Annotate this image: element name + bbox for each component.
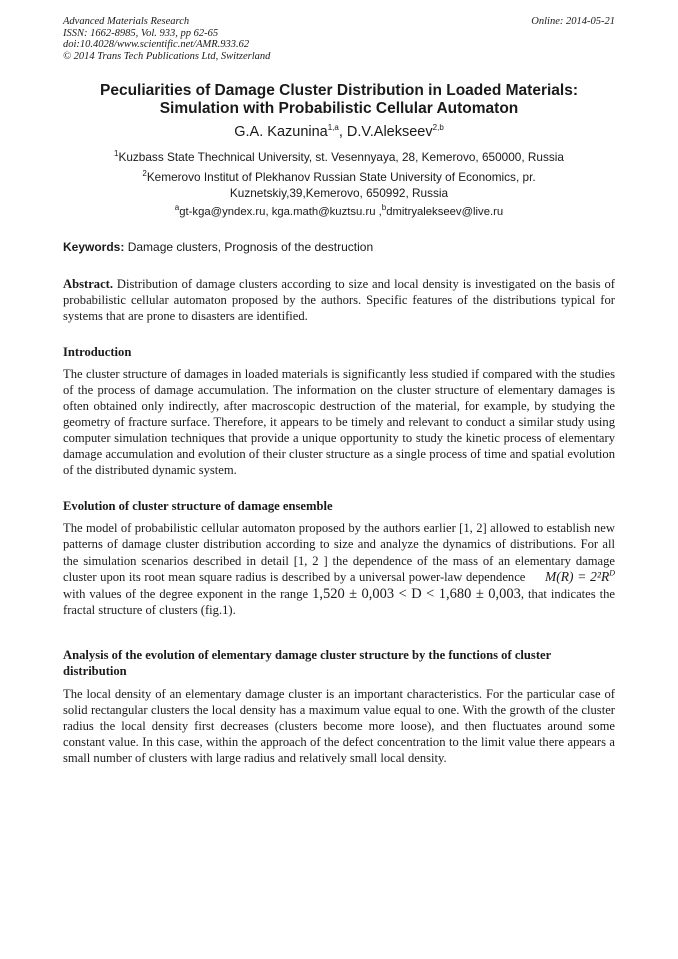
paper-title (63, 82, 615, 118)
online-date: Online: 2014-05-21 (531, 16, 615, 27)
author-2: D.V.Alekseev (346, 124, 433, 140)
affiliation-2 (63, 169, 615, 201)
abstract (63, 276, 615, 324)
analysis-text: The local density of an elementary damage cluster is an important characteristics. For the particular case of solid rectangular clusters the local density has a maximum value equal to one. With the growth of the cluster radius the local density first decreases (clusters become more loose), and then fluctuates around some constant value. In this case, within the approach of the defect concentration to the limit value there appears a small number of clusters with large radius and relatively small local density. (63, 687, 615, 765)
email-a-marker: a (174, 203, 180, 213)
copyright-line: © 2014 Trans Tech Publications Ltd, Switzerland (63, 50, 271, 62)
affiliation-2-line-1: Kemerovo Institut of Plekhanov Russian State University of Economics, pr. (146, 170, 536, 184)
author-list (63, 124, 615, 140)
author-1-marker: 1,a (327, 123, 339, 133)
keywords (63, 240, 373, 254)
affiliation-1-marker: 1 (114, 149, 119, 159)
author-1: G.A. Kazunina (234, 124, 328, 140)
affiliation-1-text: Kuzbass State Thechnical University, st. Vesennyaya, 28, Kemerovo, 650000, Russia (118, 150, 564, 164)
evolution-text-part-1: The model of probabilistic cellular automaton proposed by the authors earlier [1, 2] allowed to establish new patterns of damage cluster distribution according to size and analyze the dynamics of distributions. For all the simulation scenarios described in detail [1, 2 ] the dependence of the mass of an elementary damage cluster upon its root mean square radius is described by a universal power-law dependence (63, 521, 615, 585)
publication-info (63, 16, 270, 62)
exponent-range-formula: 1,520 ± 0,003 < D < 1,680 ± 0,003 (312, 585, 521, 602)
email-list (63, 203, 615, 218)
abstract-text: Distribution of damage clusters according to size and local density is investigated on the basis of probabilistic cellular automaton proposed by the authors. Specific features of the distributions typical for systems that are prone to disasters are identified. (63, 277, 615, 323)
issn-line: ISSN: 1662-8985, Vol. 933, pp 62-65 (63, 27, 219, 39)
mass-radius-formula: $M(R) = 2^2R^D$ (544, 568, 615, 585)
title-line-2: Simulation with Probabilistic Cellular Automaton (159, 100, 519, 117)
author-2-marker: 2,b (432, 123, 444, 133)
introduction-heading: Introduction (63, 345, 132, 359)
abstract-label: Abstract. (63, 277, 114, 291)
affiliation-2-line-2: Kuznetskiy,39,Kemerovo, 650992, Russia (229, 186, 449, 200)
affiliation-1 (63, 149, 615, 165)
email-b-marker: b (381, 203, 387, 213)
email-a[interactable]: gt-kga@yndex.ru, kga.math@kuztsu.ru , (179, 206, 382, 218)
evolution-text-part-3: , that indicates the fractal structure of clusters (fig.1). (63, 586, 616, 618)
evolution-heading: Evolution of cluster structure of damage ensemble (63, 499, 333, 513)
journal-name: Advanced Materials Research (63, 16, 190, 27)
email-b[interactable]: dmitryalekseev@live.ru (386, 206, 504, 218)
evolution-text (63, 520, 615, 618)
affiliation-2-marker: 2 (142, 169, 147, 179)
author-separator: , (338, 124, 347, 140)
analysis-heading: Analysis of the evolution of elementary damage cluster structure by the functions of cluster distribution (63, 648, 551, 678)
keywords-text: Damage clusters, Prognosis of the destruction (124, 240, 374, 254)
evolution-text-part-2: with values of the degree exponent in the range (63, 586, 309, 601)
introduction-text: The cluster structure of damages in loaded materials is significantly less studied if compared with the studies of the process of damage accumulation. The information on the cluster structure of elementary damages is often obtained only indirectly, after macroscopic destruction of the material, for example, by studying the geometry of fracture surface. Therefore, it appears to be timely and relevant to conduct a similar study using computer simulation techniques that provide a unique opportunity to study the kinetic process of elementary damage accumulation and evolution of their cluster structure as a single process of time and spatial evolution of the distributed dynamic system. (63, 367, 615, 477)
title-line-1: Peculiarities of Damage Cluster Distribution in Loaded Materials: (99, 82, 579, 99)
keywords-label: Keywords: (63, 240, 125, 254)
formula-exponent: D (609, 568, 615, 578)
doi-line[interactable]: doi:10.4028/www.scientific.net/AMR.933.62 (63, 39, 250, 50)
